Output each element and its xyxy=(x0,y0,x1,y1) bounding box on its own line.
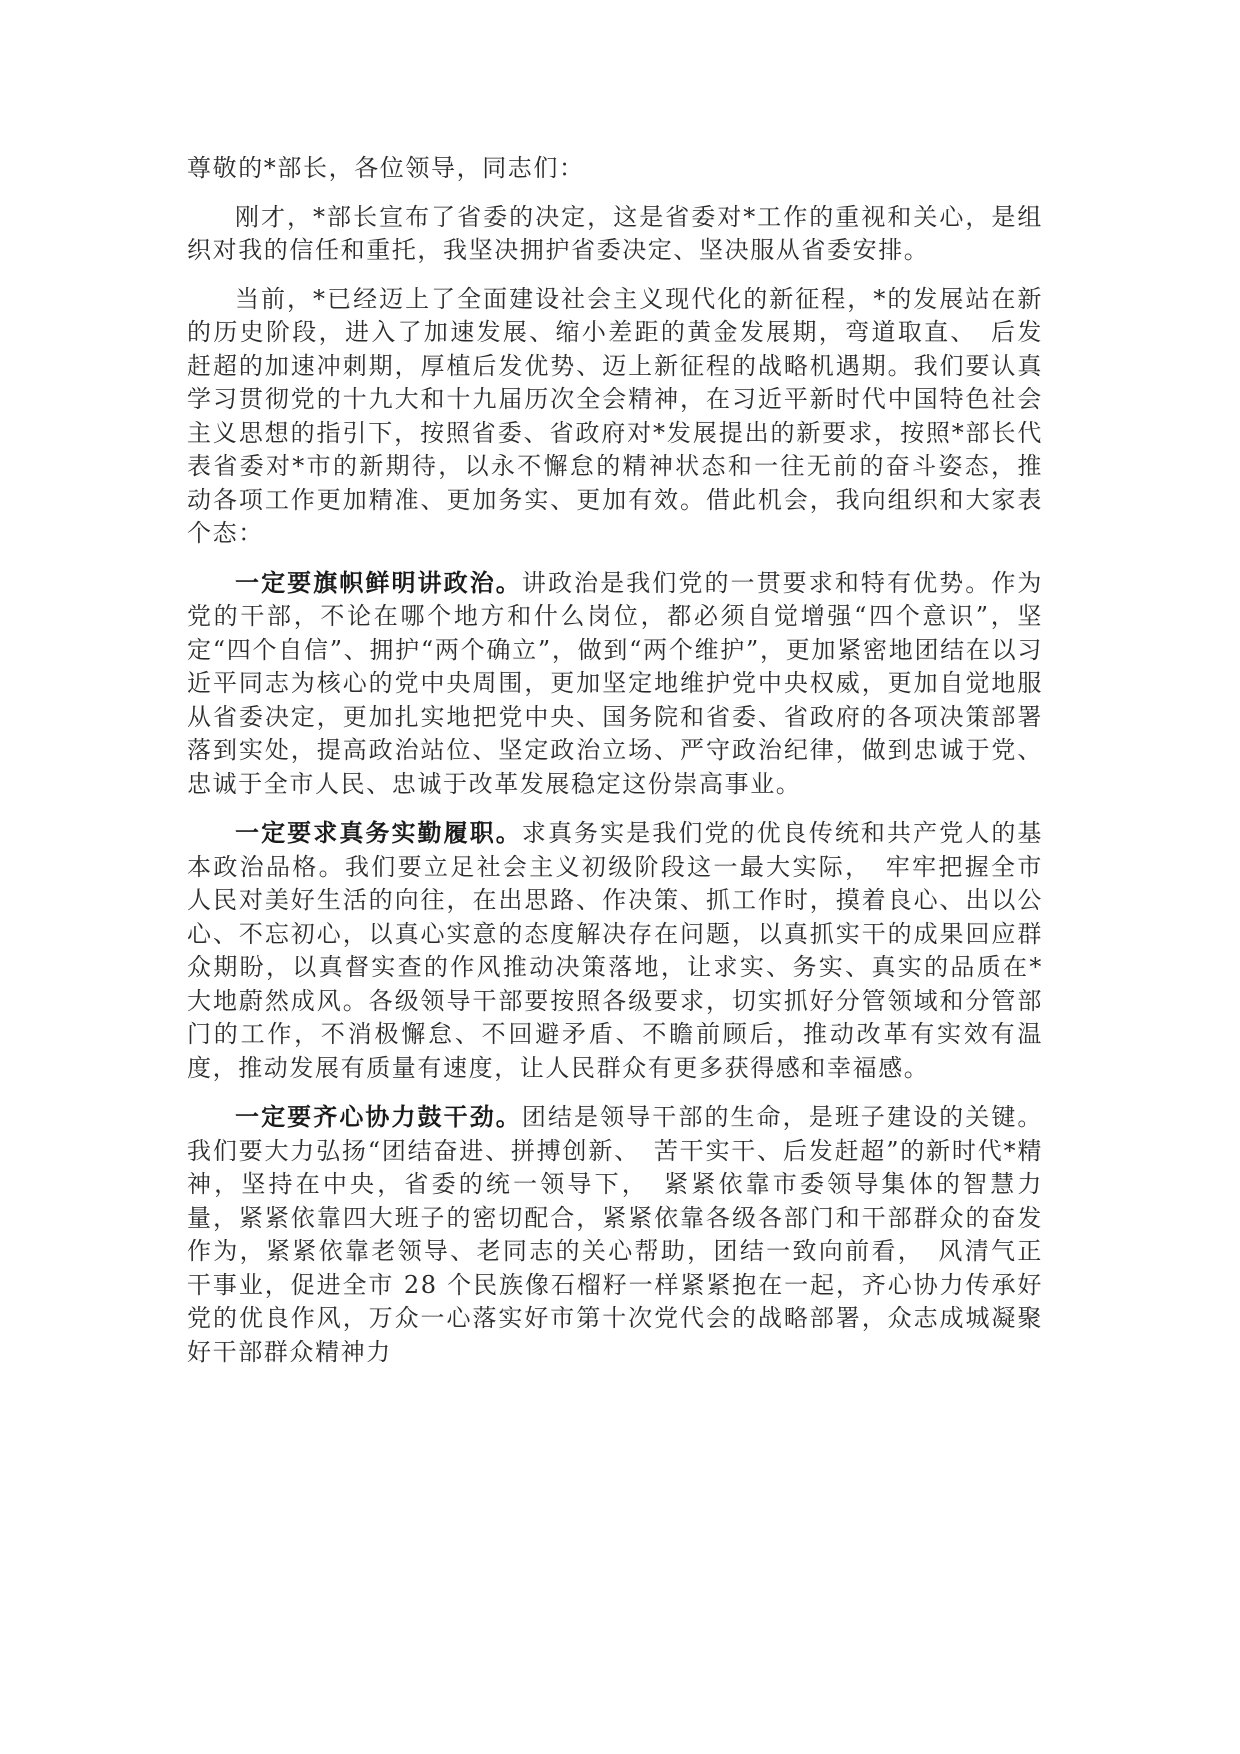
paragraph-text: 当前，*已经迈上了全面建设社会主义现代化的新征程，*的发展站在新的历史阶段，进入了加速发展、缩小差距的黄金发展期，弯道取直、 后发赶超的加速冲刺期，厚植后发优势、迈上新征程的战略机遇期。我们要认真学习贯彻党的十九大和十九届历次全会精神，在习近平新时代中国特色社会主义思想的指引下，按照省委、省政府对*发展提出的新要求，按照*部长代表省委对*市的新期待，以永不懈怠的精神状态和一往无前的奋斗姿态，推动各项工作更加精准、更加务实、更加有效。借此机会，我向组织和大家表个态： xyxy=(187,284,1043,547)
paragraph-heading: 一定要齐心协力鼓干劲。 xyxy=(235,1102,522,1131)
paragraph-heading: 一定要求真务实勤履职。 xyxy=(235,818,522,847)
paragraph-pragmatism xyxy=(187,816,1043,1085)
paragraph-heading: 一定要旗帜鲜明讲政治。 xyxy=(235,567,522,597)
paragraph-text: 刚才，*部长宣布了省委的决定，这是省委对*工作的重视和关心，是组织对我的信任和重托，我坚决拥护省委决定、坚决服从省委安排。 xyxy=(187,202,1043,264)
paragraph-politics xyxy=(187,566,1043,802)
paragraph-text: 讲政治是我们党的一贯要求和特有优势。作为党的干部，不论在哪个地方和什么岗位，都必须自觉增强“四个意识”，坚定“四个自信”、拥护“两个确立”，做到“两个维护”，更加紧密地团结在以习近平同志为核心的党中央周围，更加坚定地维护党中央权威，更加自觉地服从省委决定，更加扎实地把党中央、国务院和省委、省政府的各项决策部署落到实处，提高政治站位、坚定政治立场、严守政治纪律，做到忠诚于党、忠诚于全市人民、忠诚于改革发展稳定这份崇高事业。 xyxy=(187,568,1044,798)
paragraph-context xyxy=(187,283,1043,551)
salutation: 尊敬的*部长，各位领导，同志们： xyxy=(187,154,585,182)
paragraph-text: 求真务实是我们党的优良传统和共产党人的基本政治品格。我们要立足社会主义初级阶段这一最大实际， 牢牢把握全市人民对美好生活的向往，在出思路、作决策、抓工作时，摸着良心、出以公心、不忘初心，以真心实意的态度解决存在问题，以真抓实干的成果回应群众期盼，以真督实查的作风推动决策落地，让求实、务实、真实的品质在*大地蔚然成风。各级领导干部要按照各级要求，切实抓好分管领域和分管部门的工作，不消极懈怠、不回避矛盾、不瞻前顾后，推动改革有实效有温度，推动发展有质量有速度，让人民群众有更多获得感和幸福感。 xyxy=(187,819,1044,1082)
paragraph-unity xyxy=(187,1100,1043,1369)
document-page xyxy=(187,152,1043,1384)
paragraph-opening xyxy=(187,201,1043,268)
paragraph-text: 团结是领导干部的生命，是班子建设的关键。我们要大力弘扬“团结奋进、拼搏创新、 苦干实干、后发赶超”的新时代*精神，坚持在中央，省委的统一领导下， 紧紧依靠市委领导集体的智慧力量，紧紧依靠四大班子的密切配合，紧紧依靠各级各部门和干部群众的奋发作为，紧紧依靠老领导、老同志的关心帮助，团结一致向前看， 风清气正干事业，促进全市 28 个民族像石榴籽一样紧紧抱在一起，齐心协力传承好党的优良作风，万众一心落实好市第十次党代会的战略部署，众志成城凝聚好干部群众精神力 xyxy=(187,1103,1044,1366)
